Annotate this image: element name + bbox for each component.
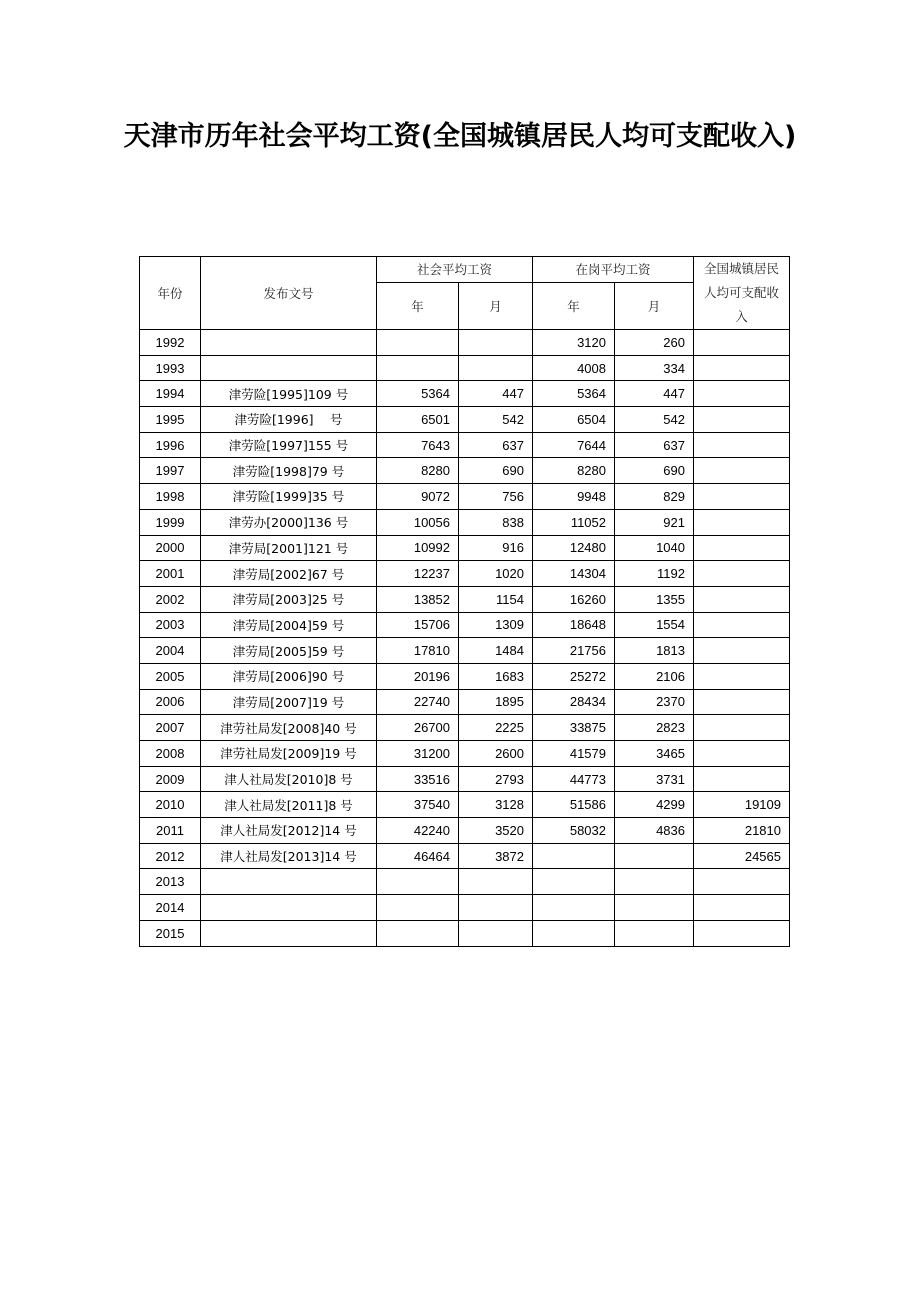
- onpost-monthly-cell: 1192: [615, 561, 694, 587]
- doc-number-cell: 津劳局[2004]59 号: [201, 612, 377, 638]
- onpost-monthly-cell: 637: [615, 432, 694, 458]
- table-row: [140, 330, 790, 356]
- table-row: [140, 792, 790, 818]
- disposable-income-cell: [694, 689, 790, 715]
- onpost-annual-cell: 21756: [533, 638, 615, 664]
- disposable-income-cell: 24565: [694, 843, 790, 869]
- social-annual-cell: 6501: [377, 407, 459, 433]
- doc-number-cell: 津劳局[2007]19 号: [201, 689, 377, 715]
- header-social-annual: 年: [377, 282, 459, 329]
- social-annual-cell: [377, 920, 459, 946]
- disposable-income-cell: [694, 407, 790, 433]
- social-annual-cell: 17810: [377, 638, 459, 664]
- table-row: [140, 458, 790, 484]
- onpost-annual-cell: 28434: [533, 689, 615, 715]
- onpost-annual-cell: 14304: [533, 561, 615, 587]
- table-row: [140, 843, 790, 869]
- social-monthly-cell: 637: [459, 432, 533, 458]
- table-row: [140, 407, 790, 433]
- table-row: [140, 612, 790, 638]
- doc-number-cell: 津人社局发[2011]8 号: [201, 792, 377, 818]
- doc-number-cell: 津劳险[1997]155 号: [201, 432, 377, 458]
- doc-number-cell: 津劳社局发[2008]40 号: [201, 715, 377, 741]
- disposable-income-cell: [694, 766, 790, 792]
- social-monthly-cell: 1309: [459, 612, 533, 638]
- year-cell: 1999: [140, 509, 201, 535]
- year-cell: 2007: [140, 715, 201, 741]
- onpost-annual-cell: 9948: [533, 484, 615, 510]
- onpost-monthly-cell: 1554: [615, 612, 694, 638]
- disposable-income-cell: [694, 458, 790, 484]
- social-annual-cell: 20196: [377, 663, 459, 689]
- social-monthly-cell: 1484: [459, 638, 533, 664]
- header-onpost-monthly: 月: [615, 282, 694, 329]
- social-annual-cell: 10056: [377, 509, 459, 535]
- year-cell: 2001: [140, 561, 201, 587]
- header-year: 年份: [140, 257, 201, 330]
- onpost-monthly-cell: 447: [615, 381, 694, 407]
- onpost-annual-cell: 18648: [533, 612, 615, 638]
- onpost-annual-cell: 7644: [533, 432, 615, 458]
- onpost-monthly-cell: 690: [615, 458, 694, 484]
- table-row: [140, 818, 790, 844]
- year-cell: 2015: [140, 920, 201, 946]
- onpost-monthly-cell: 3731: [615, 766, 694, 792]
- social-monthly-cell: 1020: [459, 561, 533, 587]
- year-cell: 2011: [140, 818, 201, 844]
- social-monthly-cell: 838: [459, 509, 533, 535]
- doc-number-cell: 津劳办[2000]136 号: [201, 509, 377, 535]
- disposable-income-cell: [694, 741, 790, 767]
- onpost-annual-cell: 25272: [533, 663, 615, 689]
- onpost-annual-cell: 41579: [533, 741, 615, 767]
- onpost-annual-cell: [533, 920, 615, 946]
- table-row: [140, 869, 790, 895]
- social-annual-cell: 42240: [377, 818, 459, 844]
- onpost-monthly-cell: 260: [615, 330, 694, 356]
- social-monthly-cell: [459, 920, 533, 946]
- onpost-monthly-cell: 334: [615, 355, 694, 381]
- onpost-annual-cell: 11052: [533, 509, 615, 535]
- disposable-income-cell: [694, 509, 790, 535]
- social-monthly-cell: 1683: [459, 663, 533, 689]
- table-row: [140, 535, 790, 561]
- table-row: [140, 741, 790, 767]
- doc-number-cell: 津劳局[2005]59 号: [201, 638, 377, 664]
- social-annual-cell: 31200: [377, 741, 459, 767]
- social-monthly-cell: [459, 355, 533, 381]
- doc-number-cell: 津劳局[2003]25 号: [201, 586, 377, 612]
- social-monthly-cell: 3128: [459, 792, 533, 818]
- disposable-income-cell: [694, 869, 790, 895]
- onpost-monthly-cell: 1813: [615, 638, 694, 664]
- disposable-income-cell: [694, 561, 790, 587]
- social-annual-cell: [377, 355, 459, 381]
- social-annual-cell: 37540: [377, 792, 459, 818]
- doc-number-cell: [201, 355, 377, 381]
- onpost-annual-cell: [533, 843, 615, 869]
- onpost-monthly-cell: 542: [615, 407, 694, 433]
- year-cell: 2005: [140, 663, 201, 689]
- disposable-income-cell: [694, 895, 790, 921]
- social-annual-cell: 15706: [377, 612, 459, 638]
- onpost-monthly-cell: [615, 869, 694, 895]
- disposable-income-cell: [694, 715, 790, 741]
- year-cell: 2006: [140, 689, 201, 715]
- doc-number-cell: [201, 330, 377, 356]
- disposable-income-cell: [694, 330, 790, 356]
- social-annual-cell: 12237: [377, 561, 459, 587]
- year-cell: 1997: [140, 458, 201, 484]
- onpost-annual-cell: 5364: [533, 381, 615, 407]
- year-cell: 1996: [140, 432, 201, 458]
- year-cell: 1992: [140, 330, 201, 356]
- social-monthly-cell: [459, 330, 533, 356]
- onpost-monthly-cell: 829: [615, 484, 694, 510]
- social-monthly-cell: [459, 895, 533, 921]
- header-onpost-annual: 年: [533, 282, 615, 329]
- social-monthly-cell: 542: [459, 407, 533, 433]
- header-onpost-avg: 在岗平均工资: [533, 257, 694, 283]
- table-row: [140, 355, 790, 381]
- social-annual-cell: 10992: [377, 535, 459, 561]
- onpost-monthly-cell: 1355: [615, 586, 694, 612]
- doc-number-cell: 津劳局[2002]67 号: [201, 561, 377, 587]
- doc-number-cell: 津劳险[1996] 号: [201, 407, 377, 433]
- onpost-monthly-cell: 4299: [615, 792, 694, 818]
- social-annual-cell: 13852: [377, 586, 459, 612]
- onpost-annual-cell: 6504: [533, 407, 615, 433]
- table-row: [140, 715, 790, 741]
- social-monthly-cell: 447: [459, 381, 533, 407]
- table-row: [140, 689, 790, 715]
- onpost-monthly-cell: 2823: [615, 715, 694, 741]
- year-cell: 2003: [140, 612, 201, 638]
- year-cell: 2000: [140, 535, 201, 561]
- social-monthly-cell: 1154: [459, 586, 533, 612]
- disposable-income-cell: [694, 381, 790, 407]
- social-annual-cell: 22740: [377, 689, 459, 715]
- year-cell: 2013: [140, 869, 201, 895]
- onpost-annual-cell: [533, 895, 615, 921]
- header-doc: 发布文号: [201, 257, 377, 330]
- social-annual-cell: [377, 895, 459, 921]
- doc-number-cell: 津劳局[2006]90 号: [201, 663, 377, 689]
- onpost-monthly-cell: [615, 843, 694, 869]
- onpost-annual-cell: [533, 869, 615, 895]
- social-annual-cell: 5364: [377, 381, 459, 407]
- onpost-monthly-cell: 3465: [615, 741, 694, 767]
- doc-number-cell: 津劳局[2001]121 号: [201, 535, 377, 561]
- table-row: [140, 663, 790, 689]
- doc-number-cell: 津人社局发[2010]8 号: [201, 766, 377, 792]
- onpost-monthly-cell: 1040: [615, 535, 694, 561]
- social-monthly-cell: 690: [459, 458, 533, 484]
- social-monthly-cell: 916: [459, 535, 533, 561]
- doc-number-cell: [201, 920, 377, 946]
- onpost-annual-cell: 16260: [533, 586, 615, 612]
- onpost-monthly-cell: [615, 895, 694, 921]
- header-social-avg: 社会平均工资: [377, 257, 533, 283]
- onpost-monthly-cell: [615, 920, 694, 946]
- table-row: [140, 920, 790, 946]
- onpost-monthly-cell: 921: [615, 509, 694, 535]
- social-monthly-cell: 2600: [459, 741, 533, 767]
- doc-number-cell: 津人社局发[2013]14 号: [201, 843, 377, 869]
- doc-number-cell: [201, 895, 377, 921]
- onpost-annual-cell: 33875: [533, 715, 615, 741]
- onpost-annual-cell: 58032: [533, 818, 615, 844]
- doc-number-cell: 津劳险[1999]35 号: [201, 484, 377, 510]
- social-monthly-cell: [459, 869, 533, 895]
- table-row: [140, 381, 790, 407]
- year-cell: 1993: [140, 355, 201, 381]
- disposable-income-cell: [694, 432, 790, 458]
- table-row: [140, 586, 790, 612]
- social-monthly-cell: 1895: [459, 689, 533, 715]
- table-row: [140, 509, 790, 535]
- onpost-annual-cell: 3120: [533, 330, 615, 356]
- doc-number-cell: [201, 869, 377, 895]
- doc-number-cell: 津劳险[1998]79 号: [201, 458, 377, 484]
- disposable-income-cell: [694, 535, 790, 561]
- social-annual-cell: [377, 869, 459, 895]
- year-cell: 2004: [140, 638, 201, 664]
- header-row: [140, 257, 790, 283]
- year-cell: 2002: [140, 586, 201, 612]
- social-annual-cell: 33516: [377, 766, 459, 792]
- disposable-income-cell: 21810: [694, 818, 790, 844]
- disposable-income-cell: [694, 663, 790, 689]
- onpost-monthly-cell: 4836: [615, 818, 694, 844]
- year-cell: 2014: [140, 895, 201, 921]
- onpost-annual-cell: 8280: [533, 458, 615, 484]
- year-cell: 1995: [140, 407, 201, 433]
- disposable-income-cell: [694, 638, 790, 664]
- onpost-annual-cell: 12480: [533, 535, 615, 561]
- header-disposable: 全国城镇居民人均可支配收入: [694, 257, 790, 330]
- disposable-income-cell: [694, 355, 790, 381]
- social-annual-cell: 7643: [377, 432, 459, 458]
- wage-table: [139, 256, 790, 947]
- page-title: 天津市历年社会平均工资(全国城镇居民人均可支配收入): [123, 121, 797, 152]
- social-monthly-cell: 3520: [459, 818, 533, 844]
- onpost-annual-cell: 4008: [533, 355, 615, 381]
- year-cell: 2010: [140, 792, 201, 818]
- year-cell: 2009: [140, 766, 201, 792]
- onpost-annual-cell: 51586: [533, 792, 615, 818]
- table-row: [140, 561, 790, 587]
- table-row: [140, 638, 790, 664]
- year-cell: 1994: [140, 381, 201, 407]
- disposable-income-cell: [694, 586, 790, 612]
- onpost-annual-cell: 44773: [533, 766, 615, 792]
- table-row: [140, 432, 790, 458]
- social-annual-cell: 26700: [377, 715, 459, 741]
- social-annual-cell: [377, 330, 459, 356]
- year-cell: 2012: [140, 843, 201, 869]
- social-annual-cell: 9072: [377, 484, 459, 510]
- header-social-monthly: 月: [459, 282, 533, 329]
- table-row: [140, 484, 790, 510]
- disposable-income-cell: [694, 920, 790, 946]
- onpost-monthly-cell: 2370: [615, 689, 694, 715]
- table-row: [140, 766, 790, 792]
- social-monthly-cell: 3872: [459, 843, 533, 869]
- doc-number-cell: 津劳社局发[2009]19 号: [201, 741, 377, 767]
- doc-number-cell: 津人社局发[2012]14 号: [201, 818, 377, 844]
- social-annual-cell: 8280: [377, 458, 459, 484]
- doc-number-cell: 津劳险[1995]109 号: [201, 381, 377, 407]
- disposable-income-cell: [694, 484, 790, 510]
- year-cell: 1998: [140, 484, 201, 510]
- social-monthly-cell: 2225: [459, 715, 533, 741]
- disposable-income-cell: 19109: [694, 792, 790, 818]
- disposable-income-cell: [694, 612, 790, 638]
- social-monthly-cell: 2793: [459, 766, 533, 792]
- social-annual-cell: 46464: [377, 843, 459, 869]
- year-cell: 2008: [140, 741, 201, 767]
- table-row: [140, 895, 790, 921]
- onpost-monthly-cell: 2106: [615, 663, 694, 689]
- social-monthly-cell: 756: [459, 484, 533, 510]
